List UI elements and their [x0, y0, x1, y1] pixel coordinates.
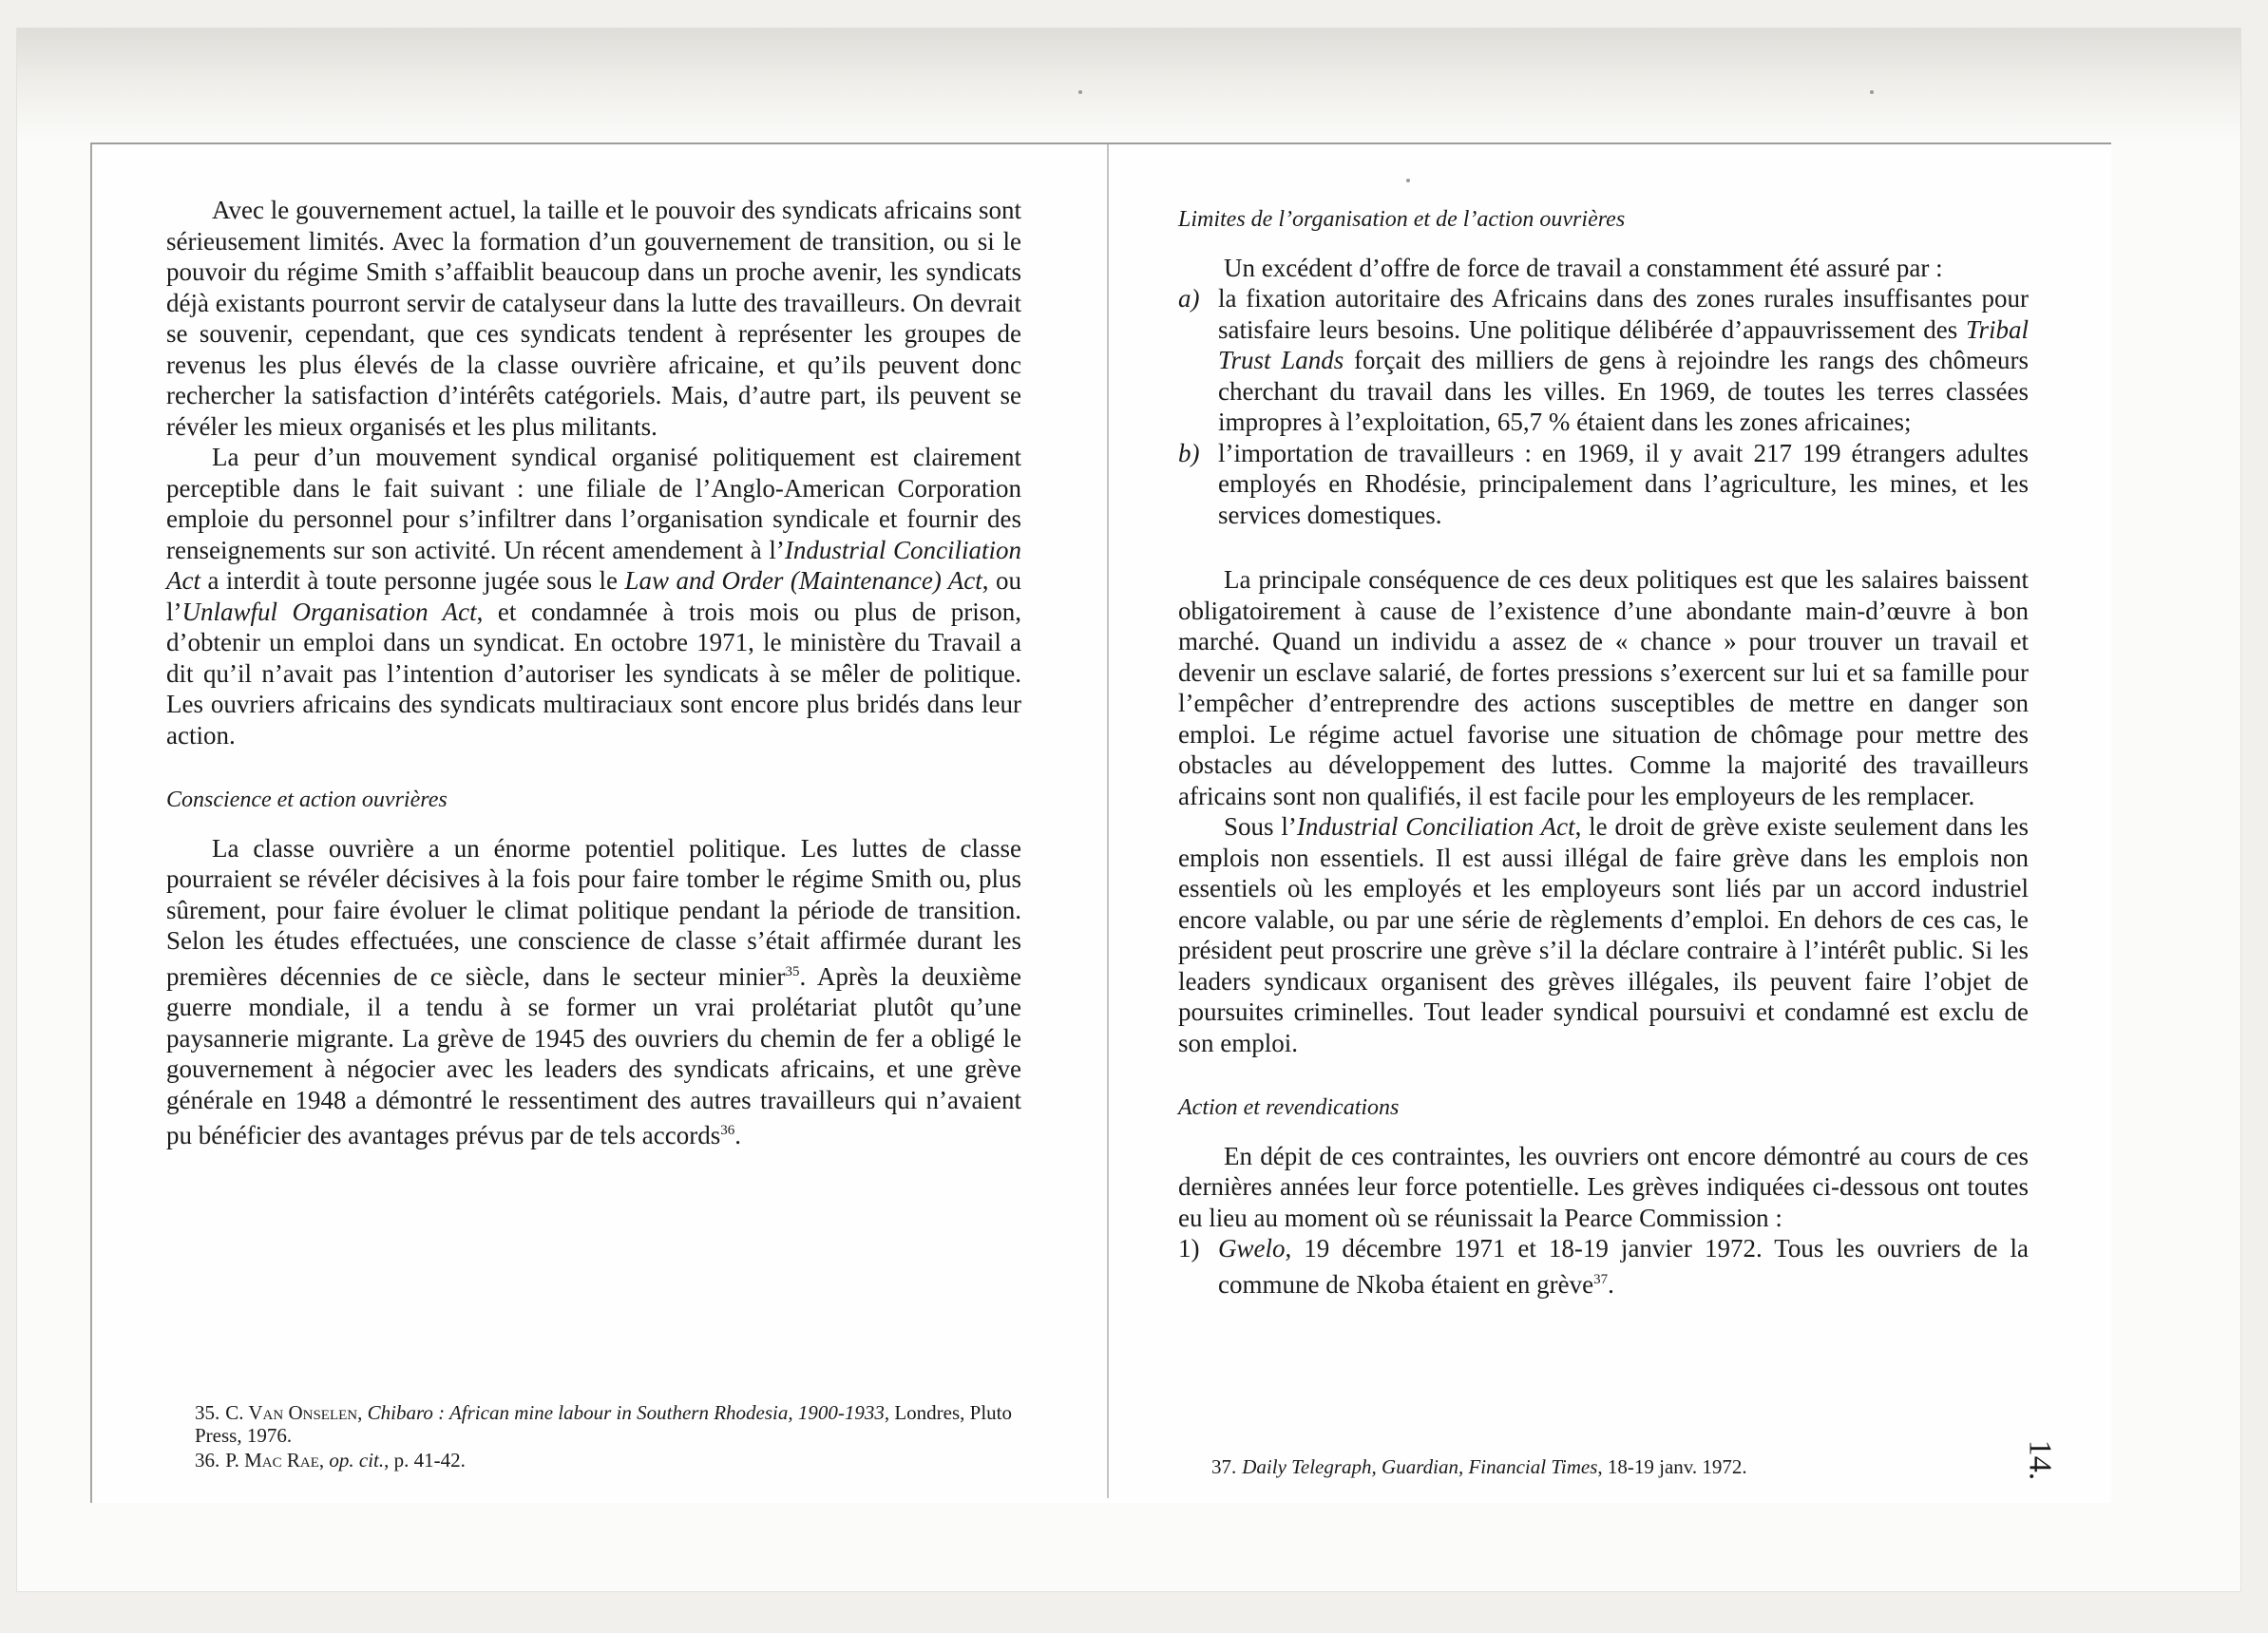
footnote-ref-36: 36	[720, 1123, 735, 1138]
right-column	[1178, 204, 2029, 1300]
paragraph-action: En dépit de ces contraintes, les ouvriers ont encore démontré au cours de ces dernières années leur force potentielle. Les grèves indiquées ci-dessous ont toutes eu lieu au moment où se réunissait la Pearce Commission :	[1178, 1141, 2029, 1232]
section-heading-action: Action et revendications	[1178, 1095, 1400, 1120]
section-heading-conscience: Conscience et action ouvrières	[166, 788, 448, 812]
footnote-37: 37. Daily Telegraph, Guardian, Financial Times, 18-19 janv. 1972.	[1211, 1455, 1747, 1478]
page-number: 14.	[2022, 1439, 2058, 1481]
footnote-ref-35: 35	[785, 963, 800, 979]
list-item-a: a) la fixation autoritaire des Africains dans des zones rurales insuffisantes pour satisfaire leurs besoins. Une politique délibérée d’appauvrissement des Tribal Trust Lands forçait des milliers de gens à rejoindre les rangs des chômeurs cherchant du travail dans les villes. En 1969, de toutes les terres classées impropres à l’exploitation, 65,7 % étaient dans les zones africaines;	[1178, 284, 2029, 436]
scan-shadow	[17, 28, 2240, 142]
page-fold	[1107, 144, 1109, 1498]
footnote-ref-37: 37	[1593, 1271, 1609, 1287]
paragraph-classe: La classe ouvrière a un énorme potentiel politique. Les luttes de classe pourraient se révéler décisives à la fois pour faire tomber le régime Smith ou, plus sûrement, pour faire évoluer le climat politique pendant la période de transition. Selon les études effectuées, une conscience de classe s’était affirmée durant les premières décennies de ce siècle, dans le secteur minier$^{35}$. Après la deuxième guerre mondiale, il a tendu à se former un vrai prolétariat plutôt qu’une paysannerie migrante. La grève de 1945 des ouvriers du chemin de fer a obligé le gouvernement à négocier avec les leaders des syndicats africains, et une grève générale en 1948 a démontré le ressentiment des autres travailleurs qui n’avaient pu bénéficier des avantages prévus par de tels accords$^{36}$.	[166, 833, 1021, 1149]
paragraph-peur: La peur d’un mouvement syndical organisé politiquement est clairement perceptible dans le fait suivant : une filiale de l’Anglo-American Corporation emploie du personnel pour s’infiltrer dans l’organisation syndicale et fournir des renseignements sur son activité. Un récent amendement à l’Industrial Conciliation Act a interdit à toute personne jugée sous le Law and Order (Maintenance) Act, ou l’Unlawful Organisation Act, et condamnée à trois mois ou plus de prison, d’obtenir un emploi dans un syndicat. En octobre 1971, le ministère du Travail a dit qu’il n’avait pas l’intention d’autoriser les syndicats à se mêler de politique. Les ouvriers africains des syndicats multiraciaux sont encore plus bridés dans leur action.	[166, 443, 1021, 750]
scan-speck	[1406, 179, 1410, 182]
list-causes	[1178, 283, 2029, 530]
paragraph-syndicats: Avec le gouvernement actuel, la taille et le pouvoir des syndicats africains sont sérieusement limités. Avec la formation d’un gouvernement de transition, ou si le pouvoir du régime Smith s’affaiblit beaucoup dans un proche avenir, les syndicats déjà existants pourront servir de catalyseur dans la lutte des travailleurs. On devrait se souvenir, cependant, que ces syndicats tendent à représenter les groupes de revenus les plus élevés de la classe ouvrière africaine, et qu’ils peuvent donc rechercher la satisfaction d’intérêts catégoriels. Mais, d’autre part, ils peuvent se révéler les mieux organisés et les plus militants.	[166, 196, 1021, 441]
footnote-35: 35. C. Van Onselen, Chibaro : African mine labour in Southern Rhodesia, 1900-1933, Londres, Pluto Press, 1976.	[195, 1401, 1013, 1447]
list-greves	[1178, 1233, 2029, 1300]
scan-speck	[1870, 90, 1874, 94]
list-item-1: 1) Gwelo, 19 décembre 1971 et 18-19 janvier 1972. Tous les ouvriers de la commune de Nkoba étaient en grève$^{37}$.	[1178, 1234, 2029, 1299]
left-column	[166, 195, 1021, 1151]
paragraph-greve: Sous l’Industrial Conciliation Act, le droit de grève existe seulement dans les emplois non essentiels. Il est aussi illégal de faire grève dans les emplois non essentiels où les employés et les employeurs sont liés par un accord industriel encore valable, ou par une série de règlements d’emploi. En dehors de ces cas, le président peut proscrire une grève s’il la déclare contraire à l’intérêt public. Si les leaders syndicaux organisent des grèves illégales, ils peuvent faire l’objet de poursuites criminelles. Tout leader syndical poursuivi et condamné est exclu de son emploi.	[1178, 812, 2029, 1057]
paragraph-excedent: Un excédent d’offre de force de travail a constamment été assuré par :	[1224, 253, 1943, 282]
scan-speck	[1078, 90, 1082, 94]
list-item-b: b) l’importation de travailleurs : en 1969, il y avait 217 199 étrangers adultes employés en Rhodésie, principalement dans l’agriculture, les mines, et les services domestiques.	[1178, 438, 2029, 529]
section-heading-limites: Limites de l’organisation et de l’action ouvrières	[1178, 207, 1626, 232]
footnote-36: 36. P. Mac Rae, op. cit., p. 41-42.	[195, 1449, 466, 1472]
paragraph-consequence: La principale conséquence de ces deux politiques est que les salaires baissent obligatoirement à cause de l’existence d’une abondante main-d’œuvre à bon marché. Quand un individu a assez de « chance » pour trouver un travail et devenir un esclave salarié, de fortes pressions s’exercent sur lui et sa famille pour l’empêcher d’entreprendre des actions susceptibles de mettre en danger son emploi. Le régime actuel favorise une situation de chômage pour mettre des obstacles au développement des luttes. Comme la majorité des travailleurs africains sont non qualifiés, il est facile pour les employeurs de les remplacer.	[1178, 565, 2029, 810]
